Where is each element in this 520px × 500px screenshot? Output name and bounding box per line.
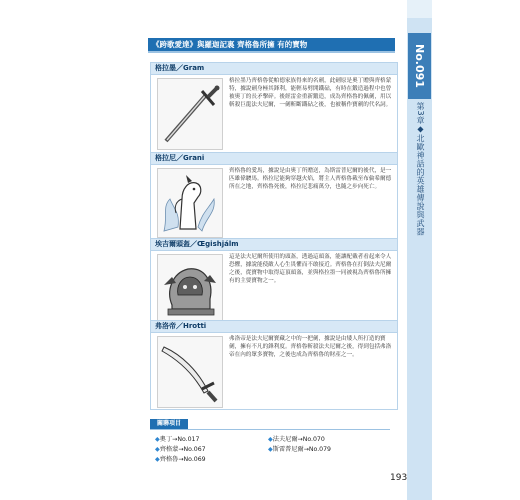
card-title: 格拉墨／Gram	[151, 63, 397, 75]
related-item[interactable]: ◆奧丁→No.017	[155, 436, 200, 443]
card-description: 格拉墨乃齊格魯從帕德家族得來的名劍，此劍原是奧丁贈與齊格蒙特，據說劍身極其鋒利，能輕易劈開鐵砧，有時在鍛造過程中也曾被奧丁的長矛擊碎。後經雷金重新鍛造，成為齊格魯的佩劍，用以斬殺巨龍法夫尼爾，一劍斬斷鐵砧之後，也被稱作寶劍的代名詞。	[229, 78, 392, 108]
helmet-illustration	[157, 254, 223, 322]
page-header: 《跨歌愛達》與羅迦記裏 齊格魯所擁 有的寶物	[148, 38, 395, 51]
sidebar-top	[407, 0, 432, 18]
diamond-icon: ◆	[268, 436, 273, 443]
horse-illustration	[157, 168, 223, 238]
card-title: 弗洛帝／Hrotti	[151, 321, 397, 333]
helmet-icon	[158, 255, 222, 321]
card-title: 格拉尼／Grani	[151, 153, 397, 165]
diamond-icon: ◆	[268, 446, 273, 453]
related-item[interactable]: ◆法夫尼爾→No.070	[268, 436, 325, 443]
diamond-icon: ◆	[155, 456, 160, 463]
chapter-label: 第3章◆北歐神話的英雄傳說與武器	[416, 102, 425, 237]
related-item[interactable]: ◆斯雷普尼爾→No.079	[268, 446, 331, 453]
related-rule	[150, 429, 390, 430]
horse-icon	[158, 169, 222, 237]
sword-illustration	[157, 78, 223, 150]
related-item[interactable]: ◆齊格蒙→No.067	[155, 446, 206, 453]
entry-number-tab: No.091	[408, 33, 431, 99]
diamond-icon: ◆	[155, 436, 160, 443]
related-item[interactable]: ◆齊格魯→No.069	[155, 456, 206, 463]
card-description: 弗洛帝是法夫尼爾寶藏之中的一把劍，據說是由矮人所打造的寶劍，擁有不凡的鋒利度。齊格魯斬殺法夫尼爾之後，得到包括弗洛帝在內的眾多寶物，之後也成為齊格魯的財產之一。	[229, 336, 392, 358]
card-hrotti	[150, 320, 398, 410]
card-gram	[150, 62, 398, 154]
related-title: 關聯項目	[150, 419, 188, 429]
card-description: 這是法夫尼爾所使用的頭盔，透過這頭盔，能讓配戴者看起來令人恐懼，據說能使敵人心生畏懼而不敢接近。齊格魯在打倒法夫尼爾之後，從寶物中取得這頂頭盔，並與格拉墨一同被視為齊格魯所擁有的主要寶物之一。	[229, 254, 392, 284]
saber-illustration	[157, 336, 223, 408]
card-aegishjalm	[150, 238, 398, 324]
header-rule	[148, 51, 395, 53]
diamond-icon: ◆	[155, 446, 160, 453]
card-grani	[150, 152, 398, 240]
card-description: 齊格魯的愛馬，據說是由奧丁所贈送，為斯雷普尼爾的後代，是一匹雄偉駿馬。格拉尼能夠穿越火焰，將主人齊格魯載至布倫希爾德所在之地，齊格魯死後，格拉尼悲痛萬分，也隨之步向死亡。	[229, 168, 392, 190]
card-title: 埃吉爾頭盔／Œgishjálm	[151, 239, 397, 251]
saber-icon	[158, 337, 222, 407]
sword-icon	[158, 79, 222, 149]
page-number: 193	[390, 473, 408, 483]
